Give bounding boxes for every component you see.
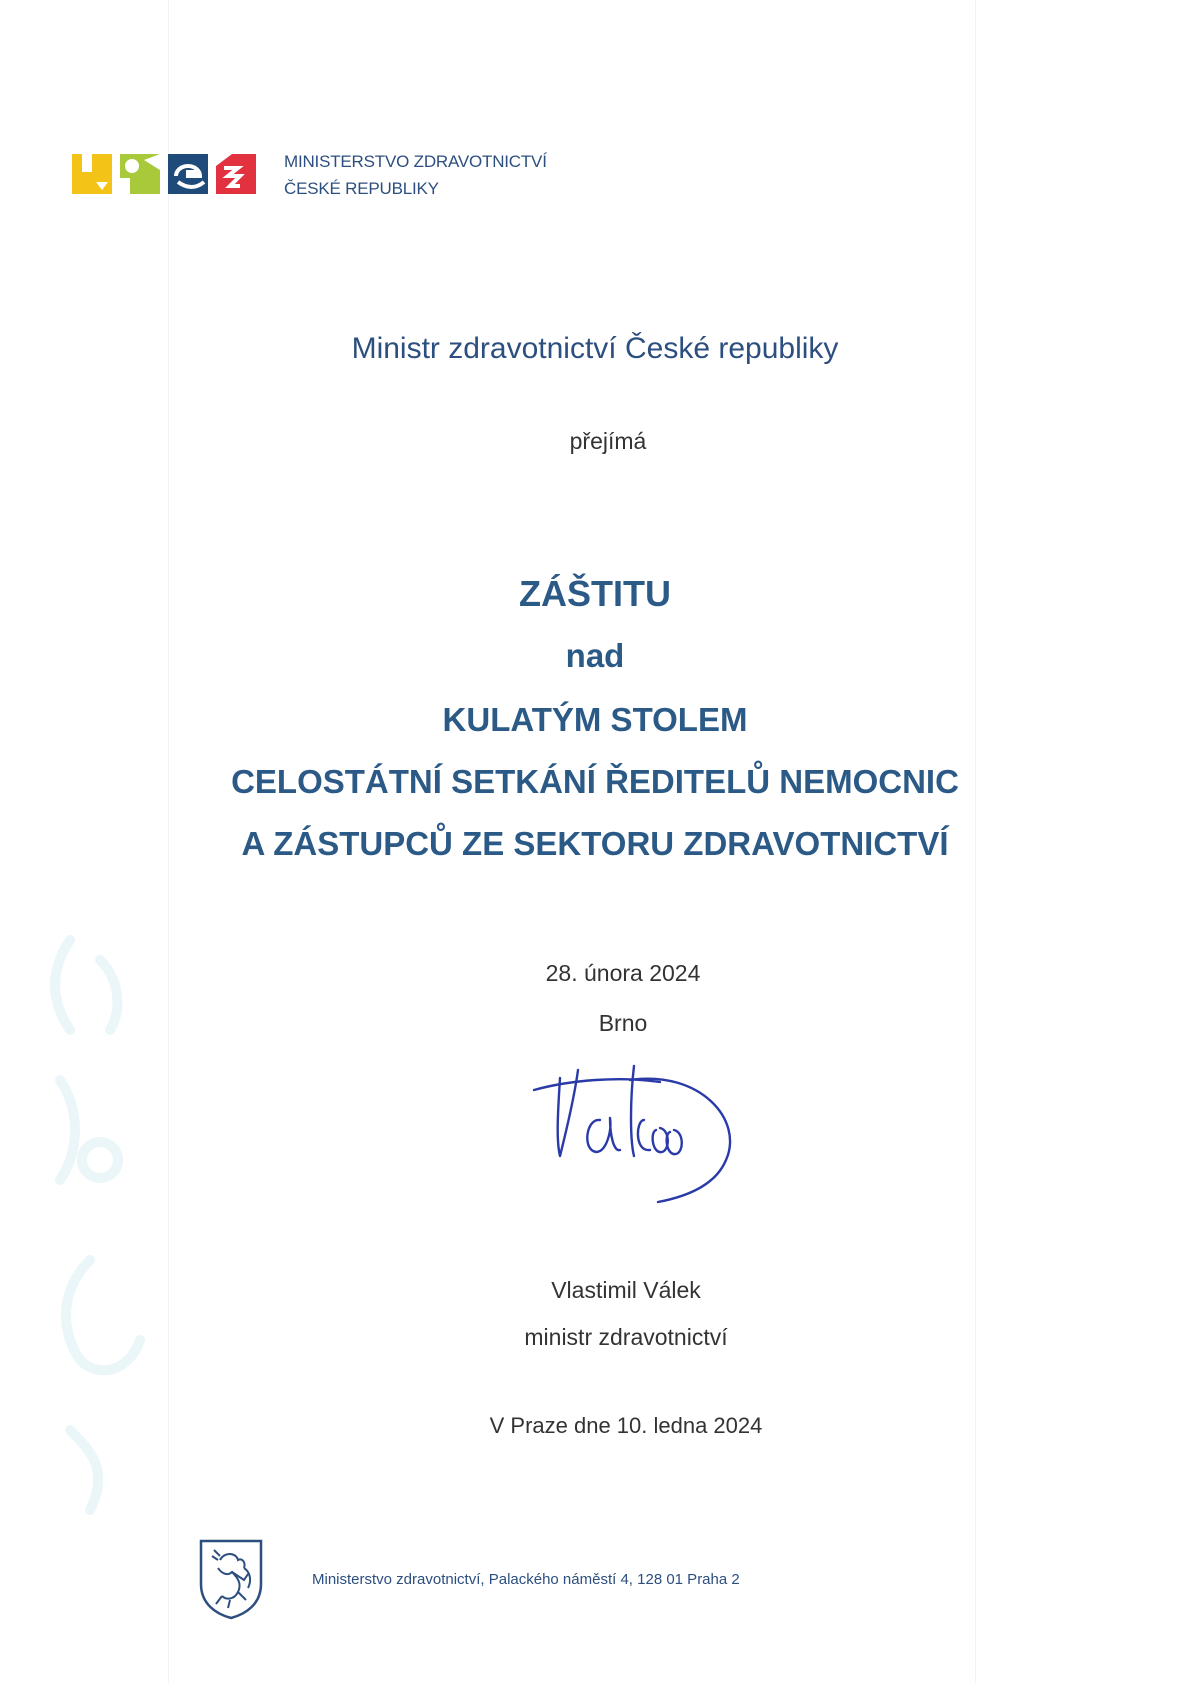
title-line-2: nad — [565, 637, 625, 674]
letterhead — [72, 148, 547, 202]
event-city: Brno — [598, 1010, 648, 1036]
event-date: 28. února 2024 — [545, 960, 701, 986]
ministry-logo — [72, 152, 262, 198]
issuer-heading: Ministr zdravotnictví České republiky — [351, 332, 839, 365]
title-line-3: KULATÝM STOLEM — [442, 701, 748, 738]
signatory-name: Vlastimil Válek — [551, 1277, 701, 1303]
title-line-5: A ZÁSTUPCŮ ZE SEKTORU ZDRAVOTNICTVÍ — [241, 825, 949, 862]
title-line-1: ZÁŠTITU — [519, 573, 671, 614]
title-line-4: CELOSTÁTNÍ SETKÁNÍ ŘEDITELŮ NEMOCNIC — [231, 763, 959, 800]
coat-of-arms-icon — [198, 1538, 264, 1620]
footer — [198, 1538, 740, 1620]
verb-text: přejímá — [569, 428, 647, 454]
ministry-name-line2: ČESKÉ REPUBLIKY — [284, 179, 439, 198]
handwritten-signature — [530, 1060, 740, 1210]
faint-watermark-pattern — [30, 930, 160, 1550]
signatory-role: ministr zdravotnictví — [524, 1324, 728, 1350]
ministry-logo-icon — [72, 152, 262, 198]
ministry-name — [284, 148, 547, 202]
patronage-title — [0, 573, 1190, 887]
footer-address: Ministerstvo zdravotnictví, Palackého náměstí 4, 128 01 Praha 2 — [312, 1570, 740, 1588]
ministry-name-line1: MINISTERSTVO ZDRAVOTNICTVÍ — [284, 152, 547, 171]
issue-place-date: V Praze dne 10. ledna 2024 — [489, 1413, 763, 1438]
